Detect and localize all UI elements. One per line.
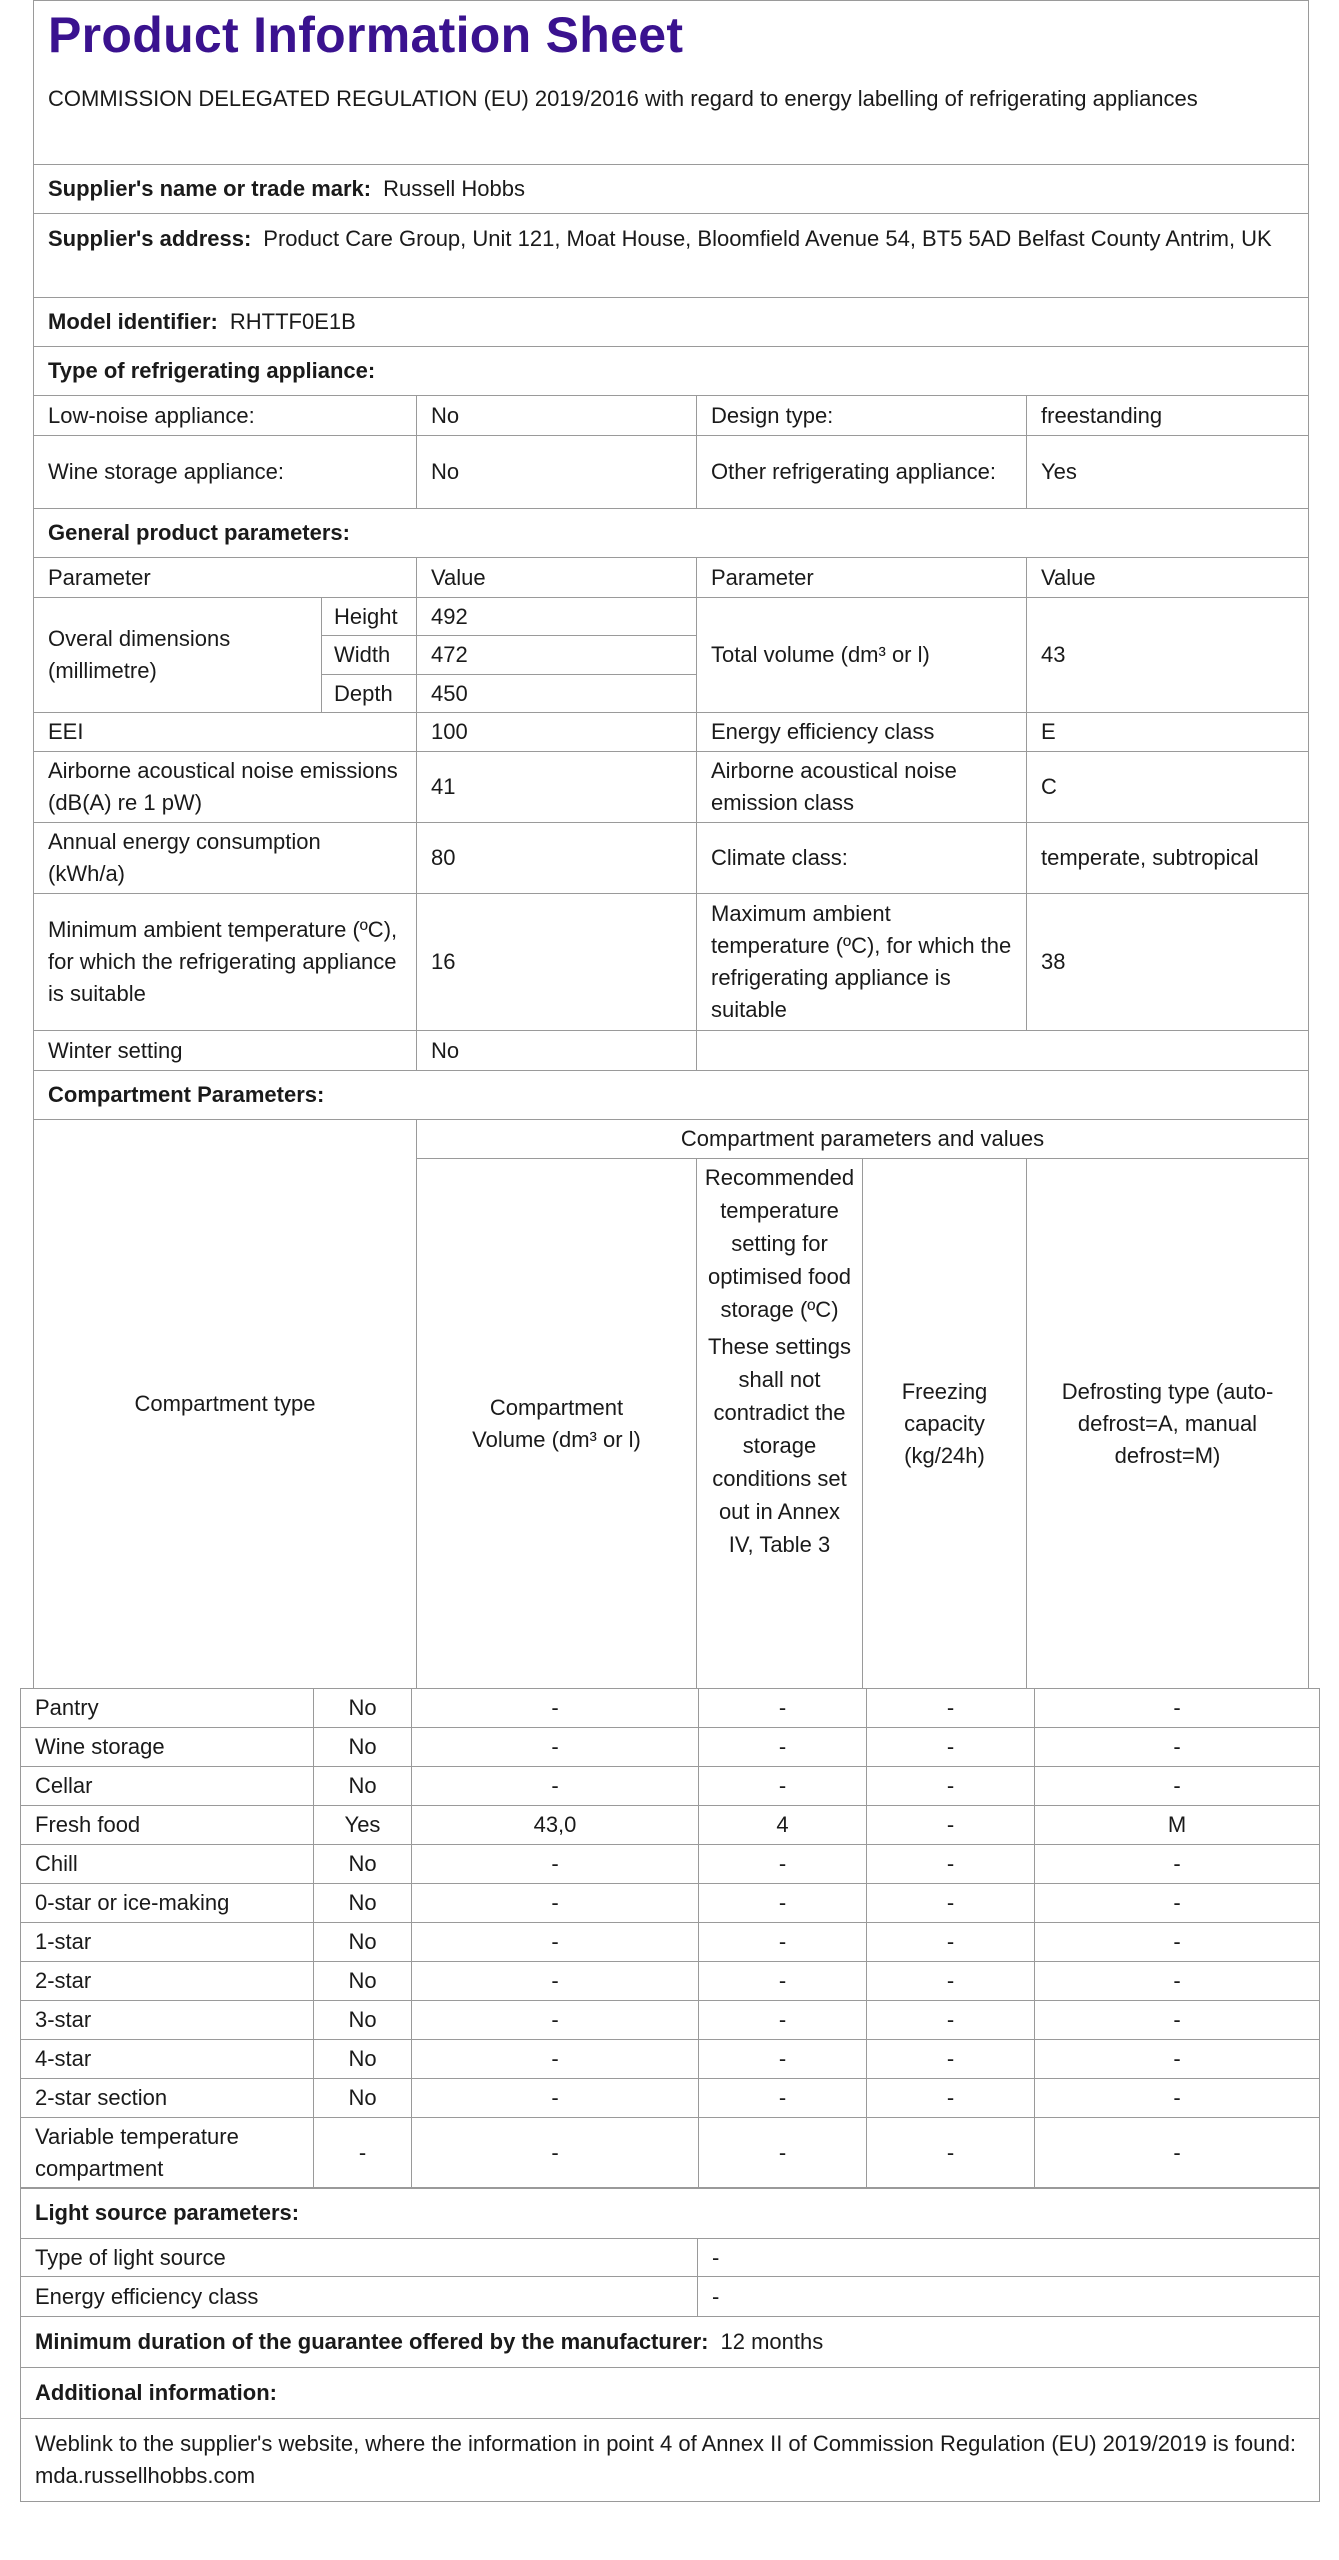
compartment-volume: -	[411, 1844, 699, 1884]
compartment-volume: -	[411, 1961, 699, 2001]
eei-label: EEI	[33, 712, 417, 752]
compartment-group-header: Compartment parameters and values	[416, 1119, 1309, 1159]
compartment-volume: -	[411, 1766, 699, 1806]
compartment-volume: -	[411, 1922, 699, 1962]
supplier-name-row	[33, 164, 1309, 214]
compartment-defrost: -	[1034, 1922, 1320, 1962]
supplier-address-value: Product Care Group, Unit 121, Moat House, Bloomfield Avenue 54, BT5 5AD Belfast County Antrim, UK	[263, 226, 1272, 251]
compartment-volume-header	[416, 1158, 697, 1689]
climate-class-label: Climate class:	[696, 822, 1027, 894]
compartment-temperature: -	[698, 1844, 867, 1884]
energy-class-value: E	[1026, 712, 1309, 752]
compartment-present: No	[313, 1922, 412, 1962]
compartment-temperature: -	[698, 1961, 867, 2001]
compartment-volume: -	[411, 2039, 699, 2079]
total-volume-label: Total volume (dm³ or l)	[696, 597, 1027, 713]
compartment-name: 2-star section	[20, 2078, 314, 2118]
compartment-name: 0-star or ice-making	[20, 1883, 314, 1923]
height-value: 492	[416, 597, 697, 636]
additional-heading: Additional information:	[20, 2367, 1320, 2419]
compartment-volume: -	[411, 2117, 699, 2189]
defrost-type-header	[1026, 1158, 1309, 1689]
guarantee-row	[20, 2316, 1320, 2368]
supplier-address-row	[33, 213, 1309, 298]
compartment-freezing: -	[866, 1727, 1035, 1767]
width-label: Width	[321, 635, 417, 675]
compartment-freezing: -	[866, 2039, 1035, 2079]
compartment-temperature: -	[698, 1922, 867, 1962]
regulation-text	[33, 75, 1309, 165]
compartment-volume: 43,0	[411, 1805, 699, 1845]
guarantee-label: Minimum duration of the guarantee offered by the manufacturer:	[35, 2329, 709, 2354]
compartment-freezing: -	[866, 1688, 1035, 1728]
compartment-temperature: -	[698, 1883, 867, 1923]
winter-setting-empty	[696, 1030, 1309, 1071]
supplier-name-value: Russell Hobbs	[383, 176, 525, 201]
compartment-freezing: -	[866, 1922, 1035, 1962]
model-row	[33, 297, 1309, 347]
noise-class-value: C	[1026, 751, 1309, 823]
temperature-header-text: Recommended temperature setting for optimised food storage (ºC)	[704, 1165, 855, 1322]
compartment-name: 4-star	[20, 2039, 314, 2079]
compartment-name: Wine storage	[20, 1727, 314, 1767]
compartment-freezing: -	[866, 1766, 1035, 1806]
freezing-capacity-header	[862, 1158, 1027, 1689]
depth-label: Depth	[321, 674, 417, 713]
compartment-defrost: -	[1034, 2000, 1320, 2040]
supplier-address-label: Supplier's address:	[48, 226, 252, 251]
freezing-capacity-header-text: Freezing capacity (kg/24h)	[901, 1378, 988, 1468]
compartment-name: 2-star	[20, 1961, 314, 2001]
compartment-temperature: -	[698, 2039, 867, 2079]
eei-value: 100	[416, 712, 697, 752]
compartment-defrost: -	[1034, 2039, 1320, 2079]
regulation-text-value: COMMISSION DELEGATED REGULATION (EU) 2019/2016 with regard to energy labelling of refrigerating appliances	[48, 86, 1198, 111]
additional-text: Weblink to the supplier's website, where the information in point 4 of Annex II of Commission Regulation (EU) 2019/2019 is found:	[35, 2431, 1296, 2456]
compartment-defrost: M	[1034, 1805, 1320, 1845]
min-ambient-label: Minimum ambient temperature (ºC), for which the refrigerating appliance is suitable	[33, 893, 417, 1031]
compartment-name: Variable temperature compartment	[20, 2117, 314, 2189]
climate-class-value: temperate, subtropical	[1026, 822, 1309, 894]
wine-storage-label: Wine storage appliance:	[33, 435, 417, 509]
compartment-freezing: -	[866, 2078, 1035, 2118]
annual-energy-label: Annual energy consumption (kWh/a)	[33, 822, 417, 894]
low-noise-label: Low-noise appliance:	[33, 395, 417, 436]
compartment-temperature: -	[698, 2000, 867, 2040]
dimensions-label: Overal dimensions (millimetre)	[33, 597, 322, 713]
compartment-present: Yes	[313, 1805, 412, 1845]
noise-class-label: Airborne acoustical noise emission class	[696, 751, 1027, 823]
compartment-defrost: -	[1034, 1766, 1320, 1806]
compartment-defrost: -	[1034, 1961, 1320, 2001]
compartment-name: Chill	[20, 1844, 314, 1884]
height-label: Height	[321, 597, 417, 636]
col-value-1: Value	[416, 557, 697, 598]
compartment-heading: Compartment Parameters:	[33, 1070, 1309, 1120]
compartment-present: No	[313, 1844, 412, 1884]
winter-setting-value: No	[416, 1030, 697, 1071]
compartment-freezing: -	[866, 2000, 1035, 2040]
total-volume-value: 43	[1026, 597, 1309, 713]
design-type-label: Design type:	[696, 395, 1027, 436]
compartment-volume: -	[411, 1727, 699, 1767]
compartment-temperature: -	[698, 1766, 867, 1806]
compartment-defrost: -	[1034, 1844, 1320, 1884]
light-efficiency-label: Energy efficiency class	[20, 2276, 698, 2317]
compartment-present: No	[313, 1961, 412, 2001]
compartment-name: 1-star	[20, 1922, 314, 1962]
compartment-present: No	[313, 2039, 412, 2079]
light-type-value: -	[697, 2238, 1320, 2277]
compartment-volume: -	[411, 1688, 699, 1728]
light-type-label: Type of light source	[20, 2238, 698, 2277]
col-parameter-2: Parameter	[696, 557, 1027, 598]
compartment-name: Fresh food	[20, 1805, 314, 1845]
compartment-temperature: -	[698, 1727, 867, 1767]
design-type-value: freestanding	[1026, 395, 1309, 436]
defrost-type-header-text: Defrosting type (auto-defrost=A, manual defrost=M)	[1061, 1378, 1274, 1468]
temperature-header	[696, 1158, 863, 1689]
type-heading: Type of refrigerating appliance:	[33, 346, 1309, 396]
compartment-temperature: -	[698, 1688, 867, 1728]
compartment-defrost: -	[1034, 2078, 1320, 2118]
guarantee-value: 12 months	[720, 2329, 824, 2354]
compartment-present: No	[313, 1883, 412, 1923]
max-ambient-label: Maximum ambient temperature (ºC), for which the refrigerating appliance is suitable	[696, 893, 1027, 1031]
page-title: Product Information Sheet	[48, 7, 684, 63]
compartment-defrost: -	[1034, 1688, 1320, 1728]
depth-value: 450	[416, 674, 697, 713]
other-appliance-value: Yes	[1026, 435, 1309, 509]
compartment-name: 3-star	[20, 2000, 314, 2040]
compartment-temperature: 4	[698, 1805, 867, 1845]
compartment-present: -	[313, 2117, 412, 2189]
other-appliance-label: Other refrigerating appliance:	[696, 435, 1027, 509]
compartment-freezing: -	[866, 1961, 1035, 2001]
model-label: Model identifier:	[48, 309, 218, 334]
light-heading: Light source parameters:	[20, 2187, 1320, 2239]
col-parameter-1: Parameter	[33, 557, 417, 598]
compartment-present: No	[313, 1766, 412, 1806]
compartment-name: Cellar	[20, 1766, 314, 1806]
supplier-website-link[interactable]: mda.russellhobbs.com	[35, 2463, 256, 2488]
compartment-defrost: -	[1034, 1727, 1320, 1767]
compartment-type-header: Compartment type	[33, 1119, 417, 1689]
light-efficiency-value: -	[697, 2276, 1320, 2317]
compartment-volume: -	[411, 1883, 699, 1923]
compartment-volume: -	[411, 2078, 699, 2118]
compartment-freezing: -	[866, 1883, 1035, 1923]
general-heading: General product parameters:	[33, 508, 1309, 558]
compartment-freezing: -	[866, 2117, 1035, 2189]
compartment-temperature: -	[698, 2078, 867, 2118]
compartment-present: No	[313, 2078, 412, 2118]
compartment-temperature: -	[698, 2117, 867, 2189]
max-ambient-value: 38	[1026, 893, 1309, 1031]
compartment-present: No	[313, 1727, 412, 1767]
model-value: RHTTF0E1B	[229, 309, 356, 334]
col-value-2: Value	[1026, 557, 1309, 598]
noise-emissions-label: Airborne acoustical noise emissions (dB(A) re 1 pW)	[33, 751, 417, 823]
compartment-name: Pantry	[20, 1688, 314, 1728]
wine-storage-value: No	[416, 435, 697, 509]
min-ambient-value: 16	[416, 893, 697, 1031]
supplier-name-label: Supplier's name or trade mark:	[48, 176, 372, 201]
compartment-present: No	[313, 1688, 412, 1728]
compartment-freezing: -	[866, 1844, 1035, 1884]
winter-setting-label: Winter setting	[33, 1030, 417, 1071]
width-value: 472	[416, 635, 697, 675]
energy-class-label: Energy efficiency class	[696, 712, 1027, 752]
compartment-defrost: -	[1034, 2117, 1320, 2189]
compartment-volume: -	[411, 2000, 699, 2040]
compartment-defrost: -	[1034, 1883, 1320, 1923]
additional-row	[20, 2418, 1320, 2502]
compartment-present: No	[313, 2000, 412, 2040]
annual-energy-value: 80	[416, 822, 697, 894]
temperature-header-note: These settings shall not contradict the storage conditions set out in Annex IV, Table 3	[707, 1334, 852, 1557]
noise-emissions-value: 41	[416, 751, 697, 823]
low-noise-value: No	[416, 395, 697, 436]
compartment-freezing: -	[866, 1805, 1035, 1845]
compartment-volume-header-text: Compartment Volume (dm³ or l)	[472, 1394, 641, 1452]
